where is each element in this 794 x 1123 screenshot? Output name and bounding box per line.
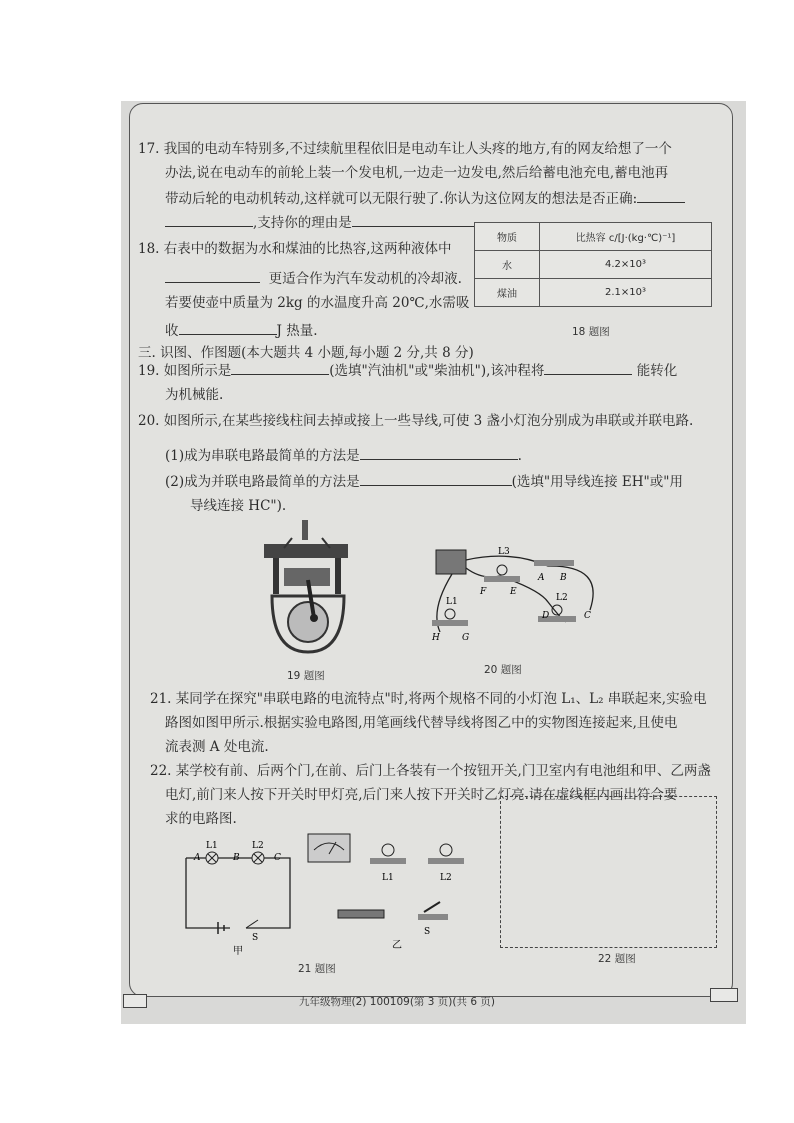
component-label-S: S: [424, 927, 431, 937]
schematic-label-jia: 甲: [233, 946, 243, 957]
fig21-components-yi: [300, 828, 480, 950]
table-cell-water-value: 4.2×10³: [540, 251, 712, 279]
q19-engine-blank[interactable]: [231, 360, 329, 375]
table-header-heat: 比热容 c/[J·(kg·℃)⁻¹]: [540, 223, 712, 251]
q22-line1: 22. 某学校有前、后两个门,在前、后门上各装有一个按钮开关,门卫室内有电池组和甲、乙两盏: [150, 763, 711, 779]
q21-line1: 21. 某同学在探究"串联电路的电流特点"时,将两个规格不同的小灯泡 L₁、L₂ 串联起来,实验电: [150, 691, 707, 707]
q22-line3: 求的电路图.: [165, 811, 237, 827]
fig19-engine-diagram: [262, 518, 352, 658]
label-F: F: [480, 587, 487, 597]
table-cell-kerosene-value: 2.1×10³: [540, 279, 712, 307]
q20-line3: (2)成为并联电路最简单的方法是 (选填"用导线连接 EH"或"用: [165, 471, 683, 491]
fig20-circuit-diagram: [420, 540, 620, 655]
fig18-caption: 18 题图: [572, 326, 610, 338]
fig21-schematic-jia: [178, 840, 298, 960]
q19-energy-blank[interactable]: [544, 360, 632, 375]
q18-heat-blank[interactable]: [179, 320, 277, 335]
q19-line1: 19. 如图所示是 (选填"汽油机"或"柴油机"),该冲程将 能转化: [138, 360, 677, 380]
label-L1: L1: [446, 597, 458, 607]
q20-line1: 20. 如图所示,在某些接线柱间去掉或接上一些导线,可使 3 盏小灯泡分别成为串联或并联电路.: [138, 413, 694, 429]
q20-line4: 导线连接 HC").: [190, 498, 287, 514]
q20-parallel-blank[interactable]: [360, 471, 512, 486]
schematic-label-A: A: [194, 853, 201, 863]
schematic-label-B: B: [233, 853, 240, 863]
q19-line2: 为机械能.: [165, 387, 224, 403]
q18-liquid-blank[interactable]: [165, 268, 260, 283]
q21-line3: 流表测 A 处电流.: [165, 739, 269, 755]
q17-line4: ,支持你的理由是: [165, 212, 701, 232]
q20-series-blank[interactable]: [360, 445, 518, 460]
label-A: A: [538, 573, 545, 583]
q20-line2: (1)成为串联电路最简单的方法是 .: [165, 445, 522, 465]
specific-heat-table: [474, 222, 712, 307]
component-label-L2: L2: [440, 873, 452, 883]
fig22-caption: 22 题图: [598, 953, 636, 965]
schematic-label-L1: L1: [206, 841, 218, 851]
fig20-caption: 20 题图: [484, 664, 522, 676]
q22-drawing-area[interactable]: [500, 796, 717, 948]
label-H: H: [432, 633, 440, 643]
label-C: C: [584, 611, 591, 621]
q17-line2: 办法,说在电动车的前轮上装一个发电机,一边走一边发电,然后给蓄电池充电,蓄电池再: [165, 165, 669, 181]
schematic-label-L2: L2: [252, 841, 264, 851]
q17-line1: 17. 我国的电动车特别多,不过续航里程依旧是电动车让人头疼的地方,有的网友给想了一个: [138, 141, 672, 157]
label-B: B: [560, 573, 567, 583]
q22-line2: 电灯,前门来人按下开关时甲灯亮,后门来人按下开关时乙灯亮.请在虚线框内画出符合要: [165, 787, 678, 803]
label-L3: L3: [498, 547, 510, 557]
q17-answer-blank-2[interactable]: [165, 212, 253, 227]
q17-answer-blank[interactable]: [637, 188, 685, 203]
page-footer: 九年级物理(2) 100109(第 3 页)(共 6 页): [299, 996, 495, 1008]
q21-line2: 路图如图甲所示.根据实验电路图,用笔画线代替导线将图乙中的实物图连接起来,且使电: [165, 715, 678, 731]
label-G: G: [462, 633, 470, 643]
fig19-caption: 19 题图: [287, 670, 325, 682]
q18-line3: 若要使壶中质量为 2kg 的水温度升高 20℃,水需吸: [165, 295, 470, 311]
fig21-caption: 21 题图: [298, 963, 336, 975]
section-3-heading: 三. 识图、作图题(本大题共 4 小题,每小题 2 分,共 8 分): [138, 345, 474, 361]
q18-line4: 收 J 热量.: [165, 320, 318, 340]
label-E: E: [510, 587, 517, 597]
table-header-substance: 物质: [475, 223, 540, 251]
table-cell-water: 水: [475, 251, 540, 279]
q18-line2: 更适合作为汽车发动机的冷却液.: [165, 268, 462, 288]
q18-line1: 18. 右表中的数据为水和煤油的比热容,这两种液体中: [138, 241, 452, 257]
schematic-label-S: S: [252, 933, 259, 943]
schematic-label-C: C: [274, 853, 281, 863]
component-label-yi: 乙: [392, 940, 402, 950]
q17-line3: 带动后轮的电动机转动,这样就可以无限行驶了.你认为这位网友的想法是否正确:: [165, 188, 685, 208]
label-L2: L2: [556, 593, 568, 603]
component-label-L1: L1: [382, 873, 394, 883]
table-cell-kerosene: 煤油: [475, 279, 540, 307]
label-D: D: [542, 611, 550, 621]
